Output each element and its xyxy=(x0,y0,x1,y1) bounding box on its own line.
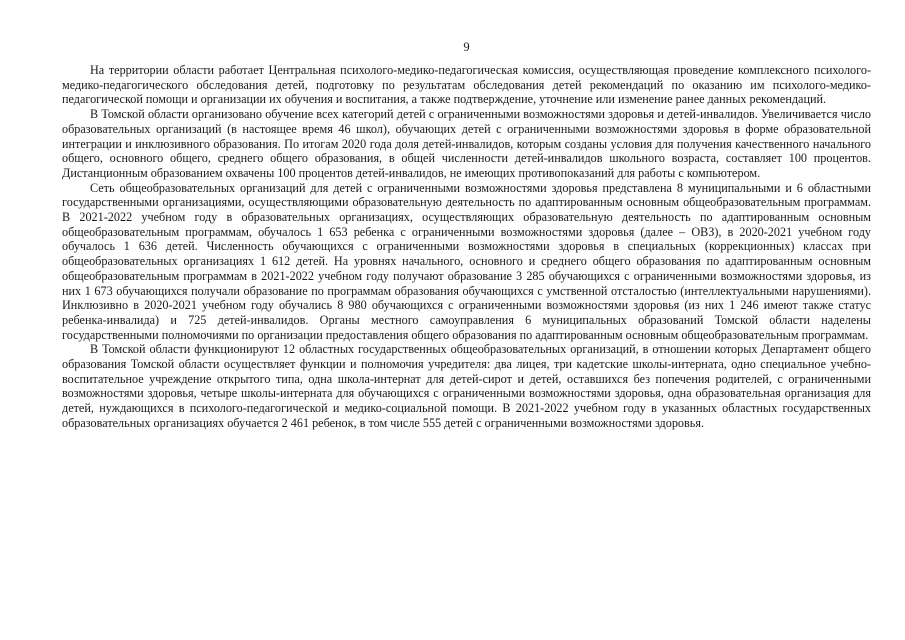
page-number: 9 xyxy=(463,40,470,54)
paragraph-regional-organizations: В Томской области функционируют 12 областных государственных общеобразовательных организаций, в отношении которых Департамент общего образования Томской области осуществляет функции и полномочия учредителя: два лицея, три кадетские школы-интерната, одно специальное учебно-воспитательное учреждение открытого типа, одна школа-интернат для детей-сирот и детей, оставшихся без попечения родителей, с ограниченными возможностями здоровья, четыре школы-интерната для обучающихся с ограниченными возможностями здоровья, одна образовательная организация для детей, нуждающихся в психолого-педагогической и медико-социальной помощи. В 2021-2022 учебном году в указанных областных государственных образовательных организациях обучается 2 461 ребенок, в том числе 555 детей с ограниченными возможностями здоровья. xyxy=(62,342,871,430)
paragraph-inclusive-education: В Томской области организовано обучение всех категорий детей с ограниченными возможностями здоровья и детей-инвалидов. Увеличивается число образовательных организаций (в настоящее время 46 школ), обучающих детей с ограниченными возможностями здоровья в форме образовательной интеграции и инклюзивного образования. По итогам 2020 года доля детей-инвалидов, которым созданы условия для получения качественного начального общего, основного общего, среднего общего образования, в общей численности детей-инвалидов школьного возраста, составляет 100 процентов. Дистанционным образованием охвачены 100 процентов детей-инвалидов, не имеющих противопоказаний для работы с компьютером. xyxy=(62,107,871,180)
paragraph-organizations-network: Сеть общеобразовательных организаций для детей с ограниченными возможностями здоровья представлена 8 муниципальными и 6 областными государственными организациями, осуществляющими образовательную деятельность по адаптированным основным общеобразовательным программам. В 2021-2022 учебном году в образовательных организациях, осуществляющих образовательную деятельность по адаптированным основным общеобразовательным программам, обучалось 1 653 ребенка с ограниченными возможностями здоровья (далее – ОВЗ), в 2020-2021 учебном году обучалось 1 636 детей. Численность обучающихся с ограниченными возможностями здоровья в специальных (коррекционных) классах при общеобразовательных организациях 1 612 детей. На уровнях начального, основного и среднего общего образования по адаптированным основным общеобразовательным программам в 2021-2022 учебном году получают образование 3 285 обучающихся с ограниченными возможностями здоровья, из них 1 673 обучающихся получали образование по программам образования обучающихся с умственной отсталостью (интеллектуальными нарушениями). Инклюзивно в 2020-2021 учебном году обучались 8 980 обучающихся с ограниченными возможностями здоровья (из них 1 246 имеют также статус ребенка-инвалида) и 725 детей-инвалидов. Органы местного самоуправления 6 муниципальных образований Томской области наделены государственными полномочиями по организации предоставления общего образования по адаптированным основным общеобразовательным программам. xyxy=(62,180,871,342)
paragraph-pmpk-commission: На территории области работает Центральная психолого-медико-педагогическая комиссия, осуществляющая проведение комплексного психолого-медико-педагогического обследования детей, подготовку по результатам обследования детей рекомендаций по оказанию им психолого-медико-педагогической помощи и организации их обучения и воспитания, а также подтверждение, уточнение или изменение ранее данных рекомендаций. xyxy=(62,63,871,107)
